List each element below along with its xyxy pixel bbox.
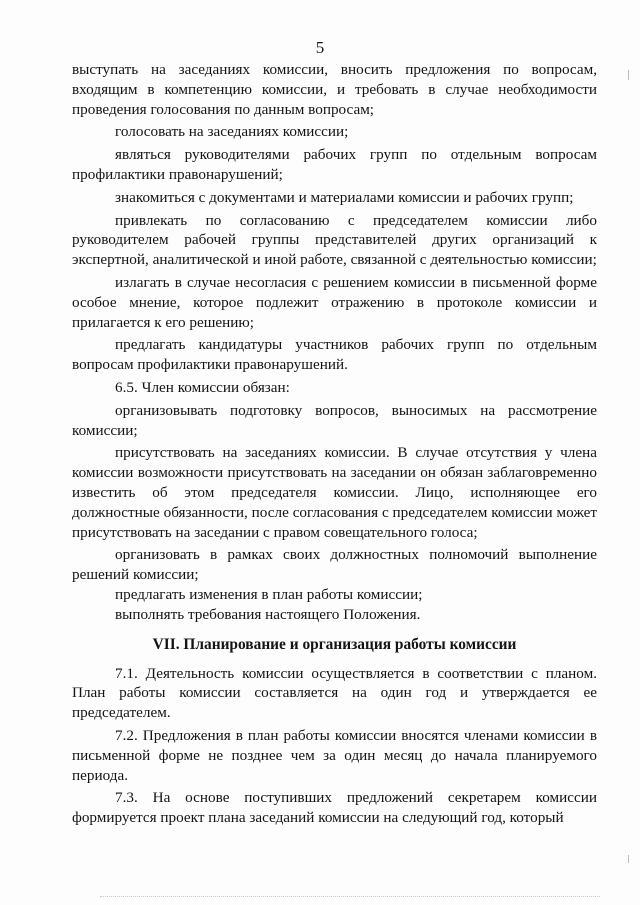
document-body — [72, 60, 597, 828]
paragraph: выступать на заседаниях комиссии, вносить предложения по вопросам, входящим в компетенцию комиссии, и требовать в случае необходимости проведения голосования по данным вопросам; — [72, 61, 597, 118]
paragraph: 7.2. Предложения в план работы комиссии вносятся членами комиссии в письменной форме не позднее чем за один месяц до начала планируемого периода. — [72, 726, 597, 784]
paragraph: 7.3. На основе поступивших предложений секретарем комиссии формируется проект плана заседаний комиссии на следующий год, который — [72, 789, 597, 827]
paragraph: 7.1. Деятельность комиссии осуществляется в соответствии с планом. План работы комиссии составляется на один год и утверждается ее председателем. — [72, 664, 597, 722]
paragraph: знакомиться с документами и материалами комиссии и рабочих групп; — [115, 188, 574, 206]
paragraph: выполнять требования настоящего Положения. — [115, 605, 421, 623]
scan-bottom-edge — [100, 896, 600, 898]
paragraph: 6.5. Член комиссии обязан: — [115, 378, 290, 396]
paragraph: организовать в рамках своих должностных полномочий выполнение решений комиссии; — [72, 546, 597, 584]
paragraph: привлекать по согласованию с председателем комиссии либо руководителем рабочей группы представителей других организаций к экспертной, аналитической и иной работе, связанной с деятельностью комиссии; — [72, 211, 597, 269]
scan-edge-mark — [628, 855, 629, 863]
page-number: 5 — [315, 38, 325, 57]
paragraph: организовывать подготовку вопросов, выносимых на рассмотрение комиссии; — [72, 401, 597, 439]
paragraph: излагать в случае несогласия с решением комиссии в письменной форме особое мнение, которое подлежит отражению в протоколе комиссии и прилагается к его решению; — [72, 273, 597, 331]
paragraph: предлагать кандидатуры участников рабочих групп по отдельным вопросам профилактики правонарушений. — [72, 336, 597, 374]
section-heading: VII. Планирование и организация работы комиссии — [152, 635, 517, 653]
paragraph: предлагать изменения в план работы комиссии; — [115, 585, 423, 603]
paragraph: являться руководителями рабочих групп по отдельным вопросам профилактики правонарушений; — [72, 146, 597, 183]
paragraph: присутствовать на заседаниях комиссии. В случае отсутствия у члена комиссии возможности присутствовать на заседании он обязан заблаговременно известить об этом председателя комиссии. Лицо, исполняющее его должностные обязанности, после согласования с председателем комиссии может присутствовать на заседании с правом совещательного голоса; — [72, 444, 597, 541]
paragraph: голосовать на заседаниях комиссии; — [115, 123, 349, 141]
scan-edge-mark — [628, 70, 629, 80]
